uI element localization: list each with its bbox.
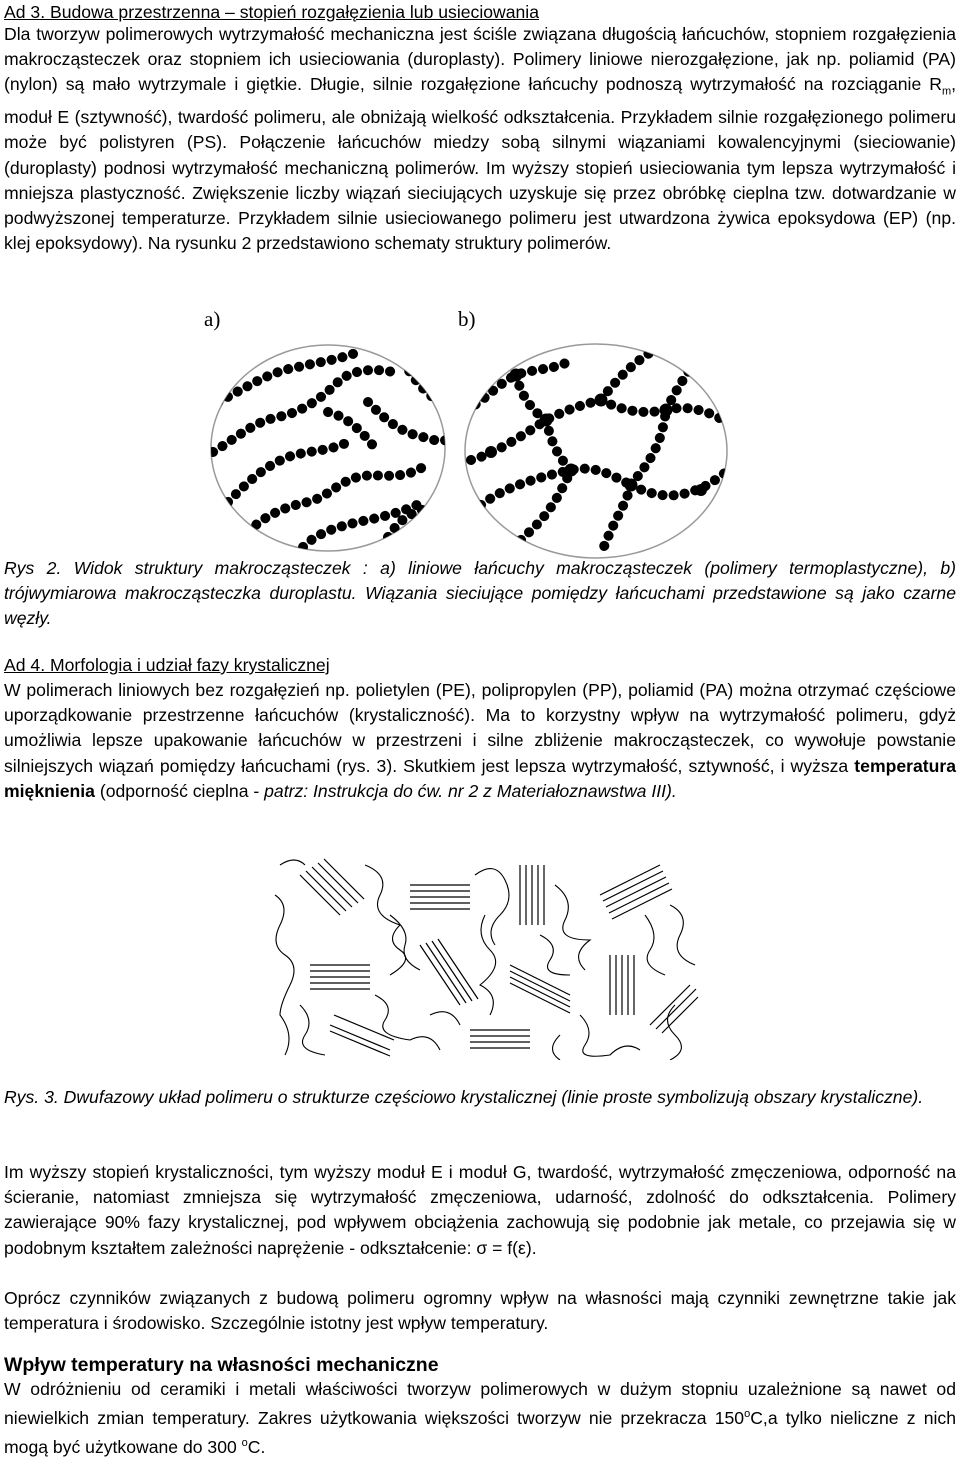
- section-4-paragraph-3: [4, 1286, 956, 1336]
- section-5-paragraph: [4, 1377, 956, 1460]
- softening-temperature-bold: temperatura mięknienia: [4, 755, 956, 801]
- figure-2b-crosslinked-network: [461, 340, 731, 562]
- section-5-paragraph-text-mid: C,a tylko nieliczne z nich mogą być użytkowane do 300: [4, 1408, 956, 1458]
- section-5-heading: Wpływ temperatury na własności mechaniczne: [4, 1354, 439, 1376]
- section-3-heading-text: Ad 3. Budowa przestrzenna – stopień rozgałęzienia lub usieciowania: [4, 2, 539, 22]
- figure-2-caption-text: Rys 2. Widok struktury makrocząsteczek : a) liniowe łańcuchy makrocząsteczek (polimery termoplastyczne), b) trójwymiarowa makrocząsteczka duroplastu. Wiązania sieciujące pomiędzy łańcuchami przedstawione są jako czarne węzły.: [4, 558, 956, 629]
- figure-3-semicrystalline-structure: [270, 855, 700, 1060]
- section-4-paragraph-text-after: (odporność cieplna -: [94, 780, 265, 801]
- figure-3-caption-text: Rys. 3. Dwufazowy układ polimeru o strukturze częściowo krystalicznej (linie proste symbolizują obszary krystaliczne).: [4, 1087, 924, 1107]
- rm-subscript: m: [941, 85, 952, 98]
- section-4-heading-text: Ad 4. Morfologia i udział fazy krystalicznej: [4, 655, 330, 675]
- section-4-paragraph-2: [4, 1160, 956, 1261]
- degree-sign-300: o: [241, 1437, 248, 1450]
- section-5-paragraph-text: W odróżnieniu od ceramiki i metali właściwości tworzyw polimerowych w dużym stopniu uzależnione są nawet od niewielkich zmian temperatury. Zakres użytkowania większości tworzyw nie przekracza 150: [4, 1379, 956, 1429]
- figure-2a-linear-chains: [208, 342, 448, 554]
- section-4-paragraph: [4, 678, 956, 804]
- section-3-paragraph: [4, 22, 956, 256]
- section-4-paragraph-3-text: Oprócz czynników związanych z budową polimeru ogromny wpływ na własności mają czynniki zewnętrzne takie jak temperatura i środowisko. Szczególnie istotny jest wpływ temperatury.: [4, 1288, 956, 1334]
- section-4-paragraph-text: W polimerach liniowych bez rozgałęzień np. polietylen (PE), polipropylen (PP), poliamid (PA) można otrzymać częściowe uporządkowanie przestrzenne łańcuchów (krystaliczność). Ma to korzystny wpływ na wytrzymałość polimeru, gdyż umożliwia lepsze upakowanie łańcuchów w przestrzeni i silne zbliżenie makrocząsteczek, co wywołuje powstanie silniejszych wiązań pomiędzy łańcuchami (rys. 3). Skutkiem jest lepsza wytrzymałość, sztywność, i wyższa: [4, 680, 956, 776]
- section-5-paragraph-text-end: C.: [247, 1437, 266, 1458]
- section-3-paragraph-text-b: , moduł E (sztywność), twardość polimeru, ale obniżają wielkość odkształcenia. Przykładem silnie rozgałęzionego polimeru może być polistyren (PS). Połączenie łańcuchów miedzy sobą silnymi wiązaniami kowalencyjnymi (sieciowanie) (duroplasty) podnosi wytrzymałość mechaniczną polimerów. Im wyższy stopień usieciowania tym lepsza wytrzymałość i mniejsza plastyczność. Zwiększenie liczby wiązań sieciujących uzyskuje się przez obróbkę cieplna tzw. dotwardzanie w podwyższonej temperaturze. Przykładem silnie usieciowanego polimeru jest utwardzona żywica epoksydowa (EP) (np. klej epoksydowy). Na rysunku 2 przedstawiono schematy struktury polimerów.: [4, 74, 956, 254]
- instruction-reference: patrz: Instrukcja do ćw. nr 2 z Materiałoznawstwa III).: [264, 780, 677, 801]
- figure-3-caption: [4, 1085, 956, 1110]
- figure-2a-label: a): [204, 307, 221, 331]
- degree-sign-150: o: [744, 1408, 751, 1421]
- figure-2b-label: b): [458, 307, 476, 331]
- section-4-paragraph-2-text: Im wyższy stopień krystaliczności, tym wyższy moduł E i moduł G, twardość, wytrzymałość zmęczeniowa, odporność na ścieranie, natomiast zmniejsza się wytrzymałość zmęczeniowa, udarność, zdolność do odkształcenia. Polimery zawierające 90% fazy krystalicznej, pod wpływem obciążenia zachowują się podobnie jak metale, co przejawia się w podobnym kształtem zależności naprężenie - odkształcenie: σ = f(ε).: [4, 1162, 956, 1258]
- figure-2-caption: [4, 556, 956, 632]
- section-4-heading: [4, 653, 956, 678]
- section-3-paragraph-text-a: Dla tworzyw polimerowych wytrzymałość mechaniczna jest ściśle związana długością łańcuchów, stopniem rozgałęzienia makrocząsteczek oraz stopniem ich usieciowania (duroplasty). Polimery liniowe nierozgałęzione, jak np. poliamid (PA) (nylon) są mało wytrzymale i giętkie. Długie, silnie rozgałęzione łańcuchy podnoszą wytrzymałość na rozciąganie R: [4, 24, 956, 95]
